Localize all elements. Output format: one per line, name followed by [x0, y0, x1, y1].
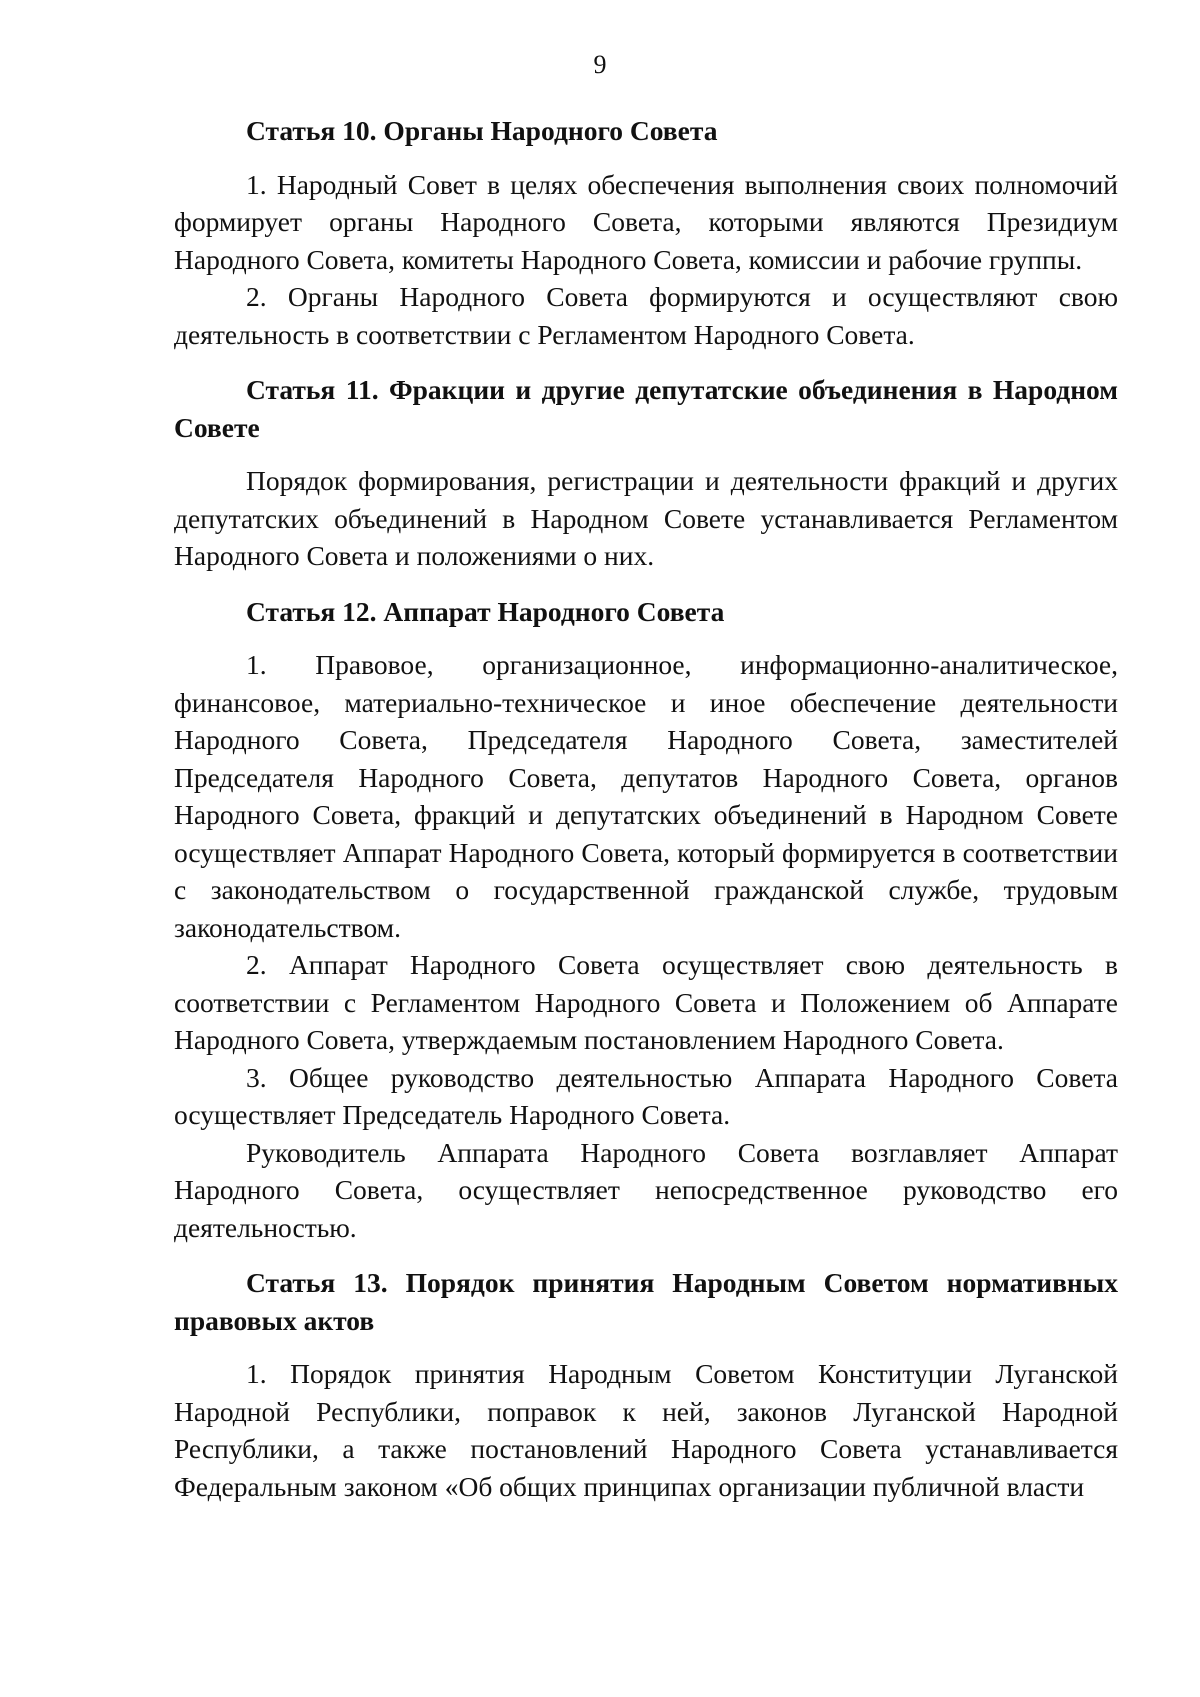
- page-number: 9: [593, 50, 607, 79]
- article-12-paragraph-2: 2. Аппарат Народного Совета осуществляет свою деятельность в соответствии с Регламентом Народного Совета и Положением об Аппарате Народного Совета, утверждаемым постановлением Народного Совета.: [174, 949, 1118, 1055]
- article-13-heading: Статья 13. Порядок принятия Народным Советом нормативных правовых актов: [174, 1267, 1118, 1336]
- article-12-paragraph-1: 1. Правовое, организационное, информационно-аналитическое, финансовое, материально-техническое и иное обеспечение деятельности Народного Совета, Председателя Народного Совета, заместителей Председателя Народного Совета, депутатов Народного Совета, органов Народного Совета, фракций и депутатских объединений в Народном Совете осуществляет Аппарат Народного Совета, который формируется в соответствии с законодательством о государственной гражданской службе, трудовым законодательством.: [174, 649, 1118, 943]
- article-12-paragraph-4: Руководитель Аппарата Народного Совета возглавляет Аппарат Народного Совета, осуществляет непосредственное руководство его деятельностью.: [174, 1136, 1118, 1243]
- article-10-heading: Статья 10. Органы Народного Совета: [246, 115, 718, 146]
- article-11-paragraph-1: Порядок формирования, регистрации и деятельности фракций и других депутатских объединений в Народном Совете устанавливается Регламентом Народного Совета и положениями о них.: [174, 465, 1118, 571]
- article-11-heading: Статья 11. Фракции и другие депутатские объединения в Народном Совете: [174, 374, 1118, 443]
- document-body: [174, 112, 1118, 1505]
- article-10-paragraph-2: 2. Органы Народного Совета формируются и осуществляют свою деятельность в соответствии с Регламентом Народного Совета.: [174, 281, 1118, 350]
- article-13-paragraph-1: 1. Порядок принятия Народным Советом Конституции Луганской Народной Республики, поправок к ней, законов Луганской Народной Республики, а также постановлений Народного Совета устанавливается Федеральным законом «Об общих принципах организации публичной власти: [174, 1358, 1118, 1502]
- article-10-paragraph-1: 1. Народный Совет в целях обеспечения выполнения своих полномочий формирует органы Народного Совета, которыми являются Президиум Народного Совета, комитеты Народного Совета, комиссии и рабочие группы.: [174, 168, 1118, 275]
- article-12-heading: Статья 12. Аппарат Народного Совета: [246, 595, 725, 627]
- article-12-paragraph-3: 3. Общее руководство деятельностью Аппарата Народного Совета осуществляет Председатель Народного Совета.: [174, 1061, 1118, 1130]
